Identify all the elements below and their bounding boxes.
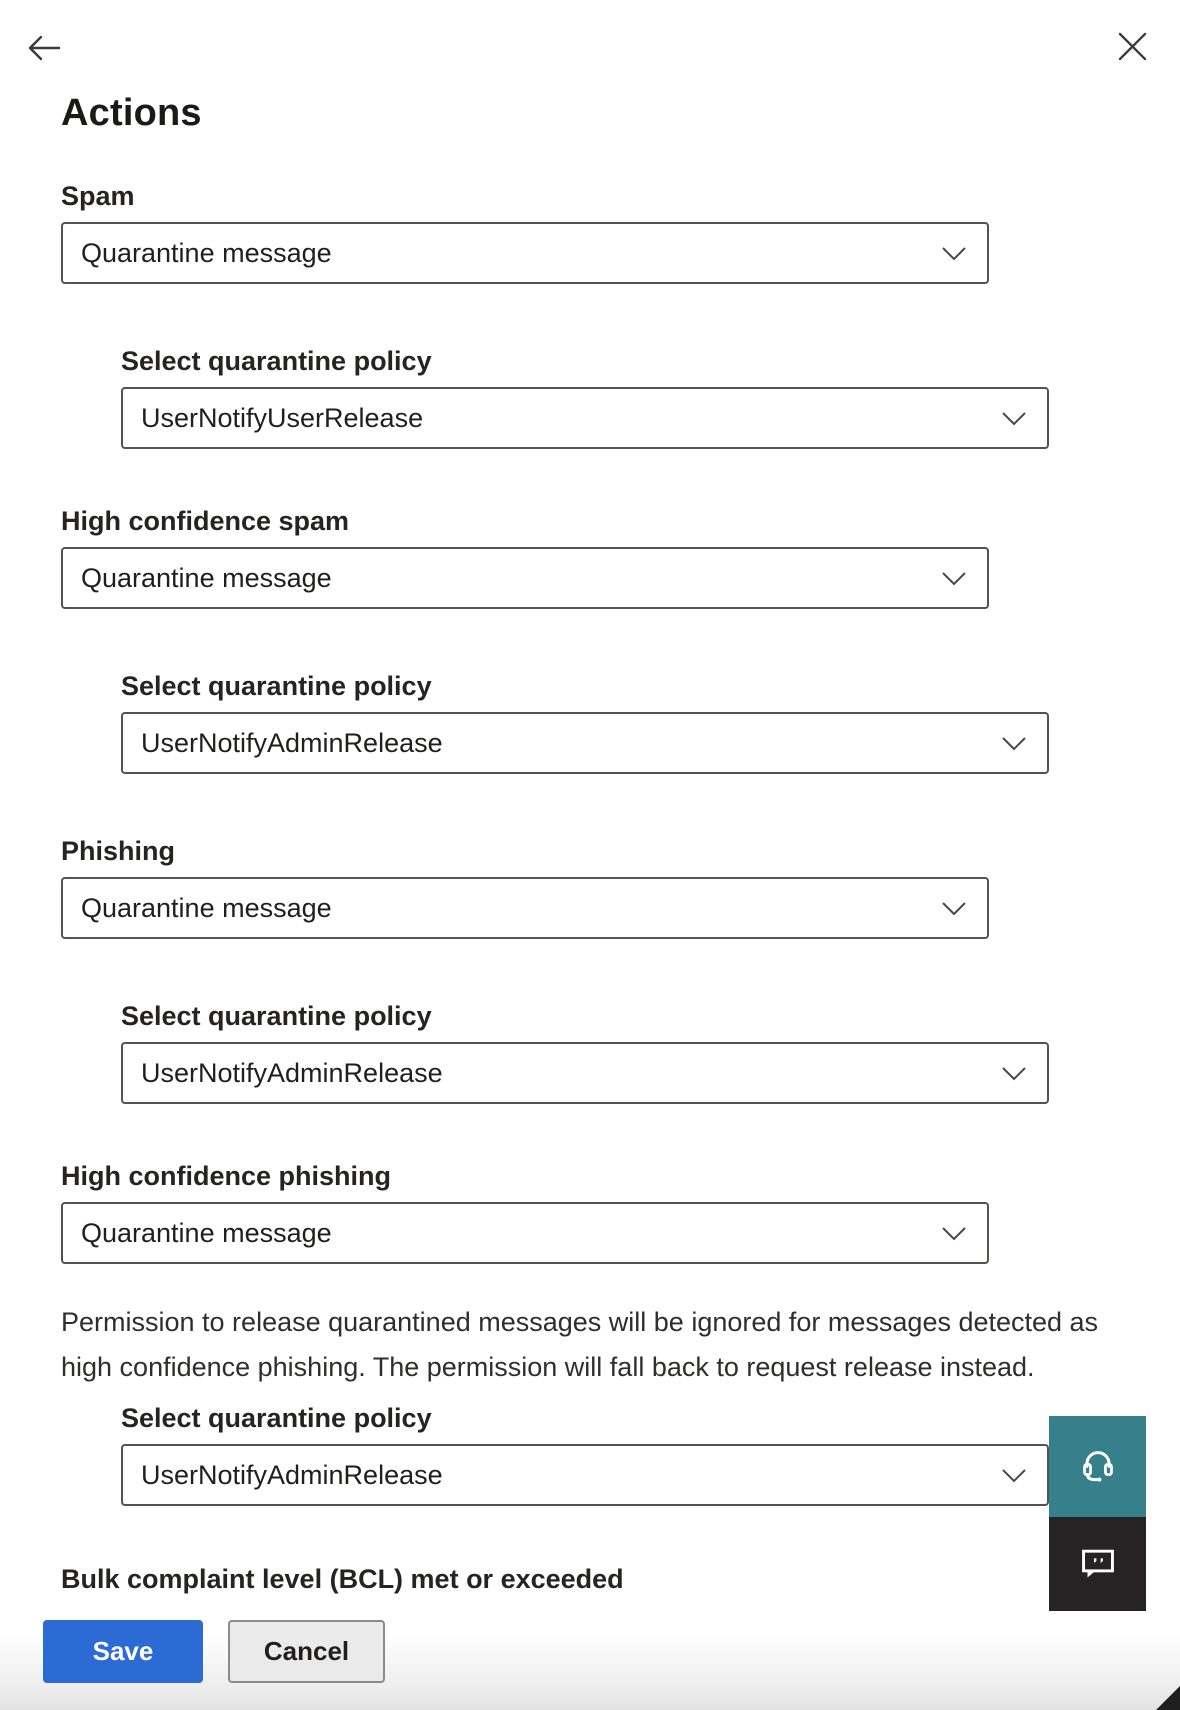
chevron-down-icon — [941, 901, 967, 916]
field-phishing-quarantine-policy — [121, 1000, 443, 1088]
high-confidence-spam-action-dropdown[interactable] — [61, 547, 989, 609]
chevron-down-icon — [1001, 1066, 1027, 1081]
save-button[interactable]: Save — [43, 1620, 203, 1683]
field-high-confidence-phishing — [61, 1160, 391, 1248]
dropdown-selected-value: UserNotifyAdminRelease — [141, 727, 443, 758]
chevron-down-icon — [941, 246, 967, 261]
close-button[interactable] — [1110, 26, 1154, 70]
dropdown-selected-value: UserNotifyAdminRelease — [141, 1057, 443, 1088]
spam-quarantine-policy-dropdown[interactable] — [121, 387, 1049, 449]
chevron-down-icon — [1001, 411, 1027, 426]
hcp-quarantine-policy-dropdown[interactable] — [121, 1444, 1049, 1506]
corner-wedge-decoration — [1156, 1686, 1180, 1710]
arrow-left-icon — [26, 33, 62, 66]
cancel-button[interactable]: Cancel — [228, 1620, 385, 1683]
close-x-icon — [1118, 32, 1147, 64]
feedback-button[interactable] — [1049, 1517, 1146, 1611]
note-line: high confidence phishing. The permission will fall back to request release instead. — [61, 1352, 1035, 1382]
dropdown-selected-value: Quarantine message — [81, 237, 332, 268]
field-high-confidence-spam — [61, 505, 350, 593]
field-phishing — [61, 835, 332, 923]
note-line: Permission to release quarantined messages will be ignored for messages detected as — [61, 1307, 1099, 1337]
field-spam — [61, 180, 332, 268]
field-label: High confidence spam — [61, 506, 350, 536]
field-label: High confidence phishing — [61, 1161, 391, 1191]
dropdown-selected-value: Quarantine message — [81, 1217, 332, 1248]
dropdown-selected-value: UserNotifyAdminRelease — [141, 1459, 443, 1490]
field-label: Select quarantine policy — [121, 1001, 432, 1031]
back-button[interactable] — [22, 27, 66, 71]
field-label: Phishing — [61, 836, 175, 866]
field-label: Select quarantine policy — [121, 346, 432, 376]
help-support-button[interactable] — [1049, 1416, 1146, 1517]
dropdown-selected-value: Quarantine message — [81, 562, 332, 593]
feedback-speech-bubble-icon — [1077, 1542, 1119, 1587]
chevron-down-icon — [1001, 736, 1027, 751]
chevron-down-icon — [941, 1226, 967, 1241]
field-label: Spam — [61, 181, 135, 211]
page-title: Actions — [61, 92, 202, 134]
bulk-complaint-level-label: Bulk complaint level (BCL) met or exceeded — [61, 1564, 624, 1594]
field-label: Select quarantine policy — [121, 1403, 432, 1433]
dropdown-selected-value: UserNotifyUserRelease — [141, 402, 424, 433]
field-hcp-quarantine-policy — [121, 1402, 443, 1490]
hcs-quarantine-policy-dropdown[interactable] — [121, 712, 1049, 774]
high-confidence-phishing-action-dropdown[interactable] — [61, 1202, 989, 1264]
panel-footer — [0, 1596, 1180, 1710]
field-hcs-quarantine-policy — [121, 670, 443, 758]
chevron-down-icon — [1001, 1468, 1027, 1483]
headset-icon — [1076, 1443, 1120, 1490]
phishing-action-dropdown[interactable] — [61, 877, 989, 939]
dropdown-selected-value: Quarantine message — [81, 892, 332, 923]
hcp-permission-note — [61, 1300, 1141, 1390]
field-label: Select quarantine policy — [121, 671, 432, 701]
field-spam-quarantine-policy — [121, 345, 432, 433]
phishing-quarantine-policy-dropdown[interactable] — [121, 1042, 1049, 1104]
chevron-down-icon — [941, 571, 967, 586]
spam-action-dropdown[interactable] — [61, 222, 989, 284]
